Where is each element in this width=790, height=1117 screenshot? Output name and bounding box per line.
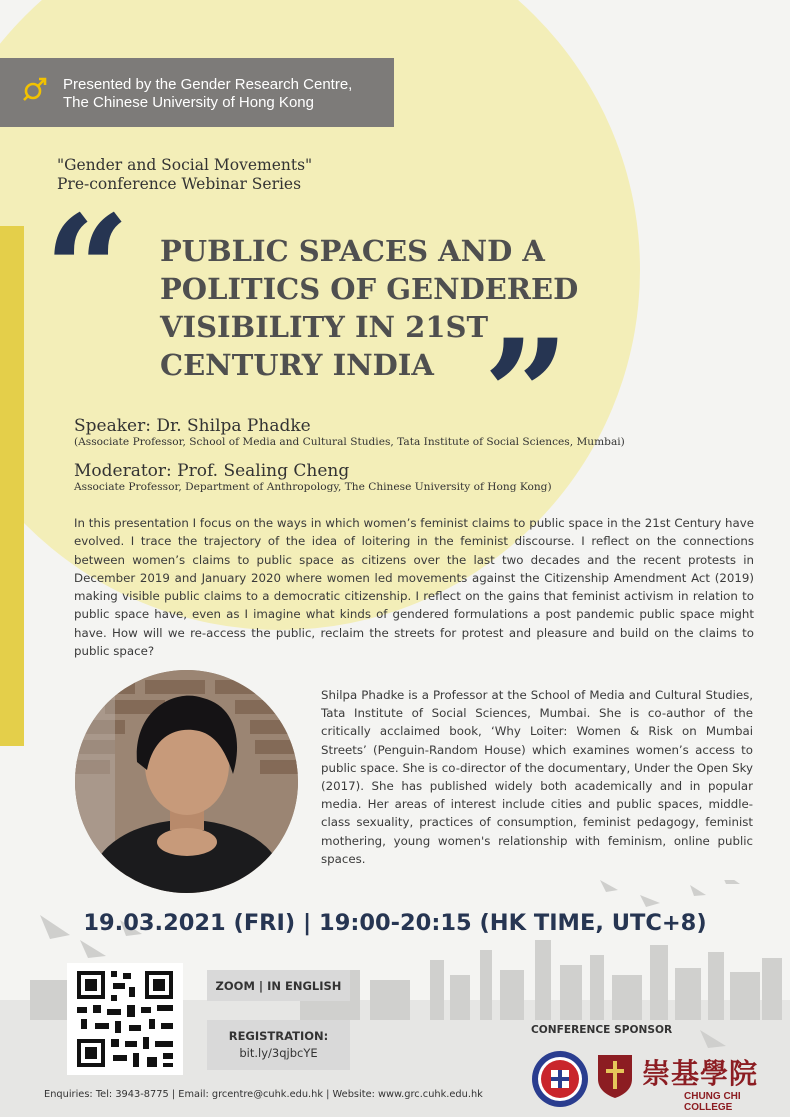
moderator-name: Moderator: Prof. Sealing Cheng xyxy=(74,461,350,481)
title-line-1: PUBLIC SPACES AND A xyxy=(160,234,545,268)
event-format-badge: ZOOM | IN ENGLISH xyxy=(207,970,350,1001)
series-line-2: Pre-conference Webinar Series xyxy=(57,175,302,193)
chung-chi-crest-logo xyxy=(596,1053,634,1099)
registration-label: REGISTRATION: xyxy=(228,1029,329,1043)
speaker-name: Speaker: Dr. Shilpa Phadke xyxy=(74,416,311,436)
sponsor-label: CONFERENCE SPONSOR xyxy=(531,1024,673,1036)
gender-symbol-icon xyxy=(22,76,48,102)
presenter-text xyxy=(63,76,352,112)
speaker-affiliation: (Associate Professor, School of Media and Cultural Studies, Tata Institute of Social Sciences, Mumbai) xyxy=(74,436,625,448)
presenter-line-2: The Chinese University of Hong Kong xyxy=(63,94,314,111)
left-accent-bar xyxy=(0,226,24,746)
registration-qr-code[interactable] xyxy=(67,963,183,1075)
title-line-4: CENTURY INDIA xyxy=(160,348,434,382)
registration-link[interactable]: bit.ly/3qjbcYE xyxy=(239,1046,318,1060)
title-line-3: VISIBILITY IN 21ST xyxy=(160,310,489,344)
contact-footer: Enquiries: Tel: 3943-8775 | Email: grcentre@cuhk.edu.hk | Website: www.grc.cuhk.edu.hk xyxy=(44,1089,483,1100)
presenter-line-1: Presented by the Gender Research Centre, xyxy=(63,76,353,93)
close-quote-mark: ” xyxy=(483,307,570,483)
event-datetime: 19.03.2021 (FRI) | 19:00-20:15 (HK TIME, UTC+8) xyxy=(83,910,707,936)
college-chinese-name: 崇基學院 xyxy=(642,1057,759,1090)
series-line-1: "Gender and Social Movements" xyxy=(57,156,313,174)
university-seal-logo xyxy=(531,1050,589,1108)
abstract-text: In this presentation I focus on the ways in which women’s feminist claims to public space in the 21st Century have evolved. I trace the trajectory of the idea of loitering in the feminist discourse. I reflect on the connections between women’s claims to public space as citizens over the last two decades and the recent protests in December 2019 and January 2020 where women led movements against the Citizenship Amendment Act (2019) making visible public claims to a democratic citizenship. I reflect on the gains that feminist activism in relation to public space have, even as I imagine what kinds of gendered formulations a post pandemic public space might have. How will we re-access the public, reclaim the streets for protest and pleasure and build on the claims to public space? xyxy=(74,516,754,659)
title-line-2: POLITICS OF GENDERED xyxy=(160,272,579,306)
registration-box xyxy=(207,1020,350,1070)
open-quote-mark: “ xyxy=(44,183,131,359)
moderator-affiliation: Associate Professor, Department of Anthropology, The Chinese University of Hong Kong) xyxy=(74,481,552,493)
speaker-photo xyxy=(75,670,298,893)
college-english-name: CHUNG CHI COLLEGE xyxy=(684,1091,741,1113)
speaker-bio: Shilpa Phadke is a Professor at the School of Media and Cultural Studies, Tata Institute of Social Sciences, Mumbai. She is co-author of the critically acclaimed book, ‘Why Loiter: Women & Risk on Mumbai Streets’ (Penguin-Random House) which examines women’s access to public space. She is co-director of the documentary, Under the Open Sky (2017). She has published widely both academically and in popular media. Her areas of interest include cities and public spaces, middle-class sexuality, practices of consumption, feminist pedagogy, feminist mothering, young women's relationship with feminism, online public spaces. xyxy=(321,688,753,866)
